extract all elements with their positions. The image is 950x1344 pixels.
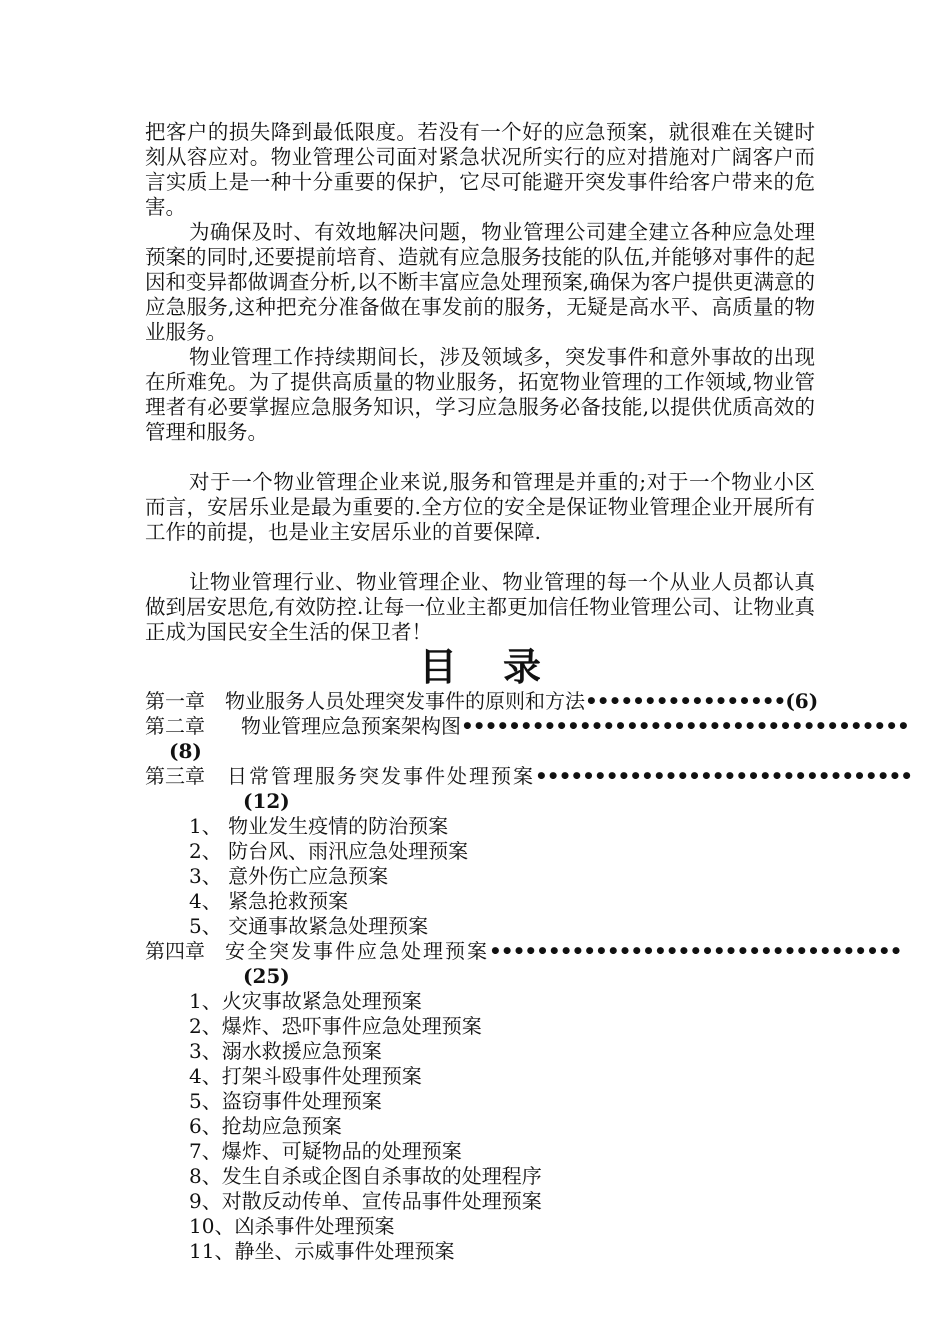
toc-page-number: (6) [785,689,819,713]
toc-item[interactable]: 2、爆炸、恐吓事件应急处理预案 [189,1014,482,1038]
toc-leader-dots: •••••••••••••••••••••••••••••••• [535,764,913,788]
toc-chapter-title: 物业服务人员处理突发事件的原则和方法 [225,689,585,713]
toc-item[interactable]: 4、打架斗殴事件处理预案 [189,1064,422,1088]
toc-chapter-number: 第四章 [145,939,205,963]
toc-item[interactable]: 2、 防台风、雨汛应急处理预案 [189,839,469,863]
toc-page-number: (8) [169,739,202,763]
paragraph: 对于一个物业管理企业来说,服务和管理是并重的;对于一个物业小区而言，安居乐业是最为重要的.全方位的安全是保证物业管理企业开展所有工作的前提，也是业主安居乐业的首要保障. [145,470,815,544]
toc-item[interactable]: 9、对散反动传单、宣传品事件处理预案 [189,1189,542,1213]
toc-item[interactable]: 8、发生自杀或企图自杀事故的处理程序 [189,1164,542,1188]
document-page [145,120,913,1264]
paragraph: 把客户的损失降到最低限度。若没有一个好的应急预案，就很难在关键时刻从容应对。物业管理公司面对紧急状况所实行的应对措施对广阔客户而言实质上是一种十分重要的保护，它尽可能避开突发事件给客户带来的危害。 [145,120,815,219]
toc-chapter[interactable] [145,714,909,739]
toc-chapter-title: 安全突发事件应急处理预案 [225,939,489,963]
paragraph: 为确保及时、有效地解决问题，物业管理公司建全建立各种应急处理预案的同时,还要提前培育、造就有应急服务技能的队伍,并能够对事件的起因和变异都做调查分析,以不断丰富应急处理预案,确保为客户提供更满意的应急服务,这种把充分准备做在事发前的服务，无疑是高水平、高质量的物业服务。 [145,220,815,344]
toc-title: 目录 [418,644,587,689]
toc-item[interactable]: 7、爆炸、可疑物品的处理预案 [189,1139,462,1163]
toc-item[interactable]: 4、 紧急抢救预案 [189,889,349,913]
toc-item[interactable]: 11、静坐、示威事件处理预案 [189,1239,455,1263]
paragraph: 让物业管理行业、物业管理企业、物业管理的每一个从业人员都认真做到居安思危,有效防控.让每一位业主都更加信任物业管理公司、让物业真正成为国民安全生活的保卫者！ [145,570,815,644]
table-of-contents [145,689,913,1264]
paragraph: 物业管理工作持续期间长，涉及领域多，突发事件和意外事故的出现在所难免。为了提供高质量的物业服务，拓宽物业管理的工作领域,物业管理者有必要掌握应急服务知识，学习应急服务必备技能,以提供优质高效的管理和服务。 [145,345,815,444]
toc-leader-dots: ••••••••••••••••••••••••••••••••••• [489,939,902,963]
toc-item[interactable]: 5、盗窃事件处理预案 [189,1089,382,1113]
toc-chapter-number: 第三章 [145,764,205,788]
toc-chapter[interactable] [145,939,902,964]
toc-item[interactable]: 10、凶杀事件处理预案 [189,1214,395,1238]
toc-item[interactable]: 3、 意外伤亡应急预案 [189,864,389,888]
toc-leader-dots: ••••••••••••••••• [585,689,786,713]
toc-item[interactable]: 1、 物业发生疫情的防治预案 [189,814,449,838]
toc-chapter-title: 物业管理应急预案架构图 [241,714,461,738]
toc-leader-dots: •••••••••••••••••••••••••••••••••••••• [461,714,909,738]
toc-item[interactable]: 6、抢劫应急预案 [189,1114,342,1138]
toc-chapter-number: 第二章 [145,714,205,738]
toc-page-number: (12) [243,789,290,813]
toc-chapter[interactable] [145,689,819,714]
toc-item[interactable]: 5、 交通事故紧急处理预案 [189,914,429,938]
toc-chapter-number: 第一章 [145,689,205,713]
toc-page-number: (25) [243,964,290,988]
toc-chapter-title: 日常管理服务突发事件处理预案 [227,764,535,788]
toc-item[interactable]: 1、火灾事故紧急处理预案 [189,989,422,1013]
toc-chapter[interactable] [145,764,913,789]
toc-item[interactable]: 3、溺水救援应急预案 [189,1039,382,1063]
